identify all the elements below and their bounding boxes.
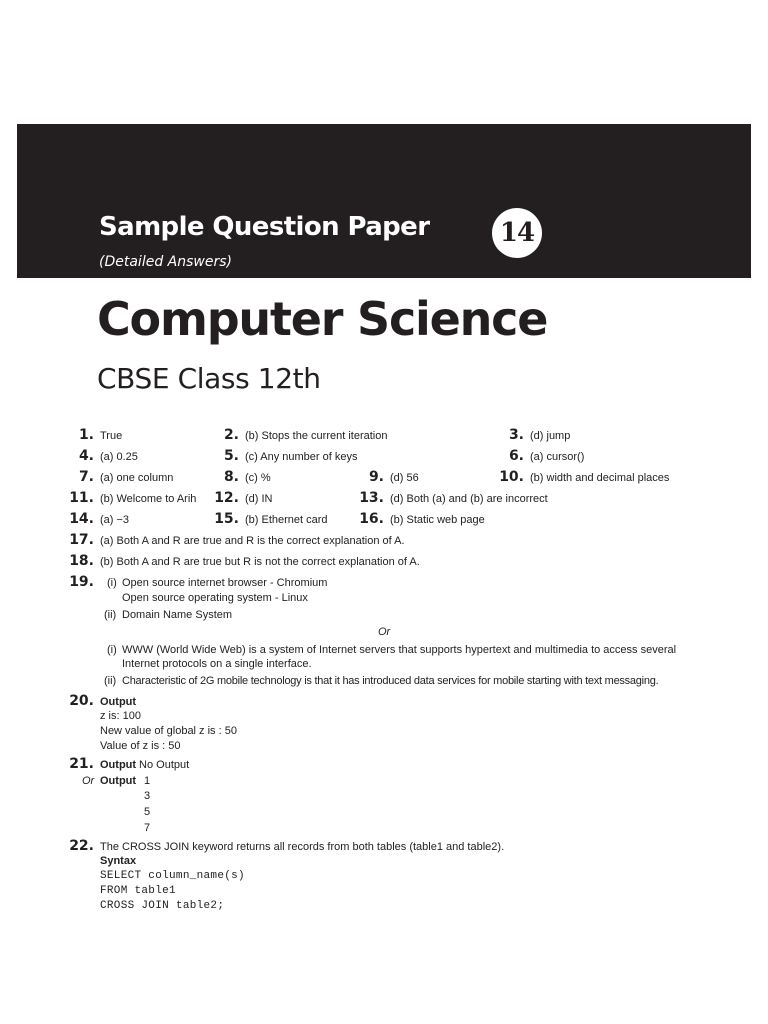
answer-text: (a) cursor() xyxy=(530,451,585,463)
answer-number: 7. xyxy=(78,469,94,485)
q19-i-line1: Open source internet browser - Chromium xyxy=(122,577,328,589)
q19-alt-i-line1: WWW (World Wide Web) is a system of Internet servers that supports hypertext and multimedia to access several xyxy=(122,644,677,656)
answer-number: 5. xyxy=(223,448,239,464)
q19-i-line2: Open source operating system - Linux xyxy=(122,592,308,604)
answer-number: 2. xyxy=(223,427,239,443)
q21-value: 1 xyxy=(144,775,151,787)
answer-16 xyxy=(356,511,485,527)
q19-alt-i-line2: Internet protocols on a single interface. xyxy=(122,658,312,670)
answer-text: (b) Both A and R are true but R is not the correct explanation of A. xyxy=(100,556,420,568)
answer-8 xyxy=(215,469,271,485)
paper-subtitle: (Detailed Answers) xyxy=(99,254,232,270)
answer-text: (b) Ethernet card xyxy=(245,514,328,526)
q20-line: Value of z is : 50 xyxy=(100,740,181,752)
answer-21 xyxy=(66,756,189,772)
answer-number: 20. xyxy=(69,693,94,709)
answer-text: (a) one column xyxy=(100,472,174,484)
q20-line: z is: 100 xyxy=(100,710,141,722)
answer-text: (b) Welcome to Arih xyxy=(100,493,197,505)
paper-number: 14 xyxy=(499,218,535,248)
answer-11 xyxy=(66,490,196,506)
q21-heading: Output xyxy=(100,759,137,771)
answer-number: 13. xyxy=(359,490,384,506)
answer-14 xyxy=(66,511,129,527)
answer-number: 14. xyxy=(69,511,94,527)
answer-text: (b) Stops the current iteration xyxy=(245,430,388,442)
answer-text: (a) 0.25 xyxy=(100,451,138,463)
answer-number: 18. xyxy=(69,553,94,569)
answer-number: 17. xyxy=(69,532,94,548)
q19-ii-label: (ii) xyxy=(104,609,117,621)
answer-text: (a) Both A and R are true and R is the correct explanation of A. xyxy=(100,535,405,547)
answer-12 xyxy=(211,490,273,506)
header-banner xyxy=(17,124,751,278)
q22-syntax-heading: Syntax xyxy=(100,855,137,867)
answer-text: (d) 56 xyxy=(390,472,419,484)
answer-number: 16. xyxy=(359,511,384,527)
subject-title: Computer Science xyxy=(97,292,548,346)
answer-18 xyxy=(66,553,420,569)
answer-19 xyxy=(66,574,94,590)
q21-or-heading: Output xyxy=(100,775,137,787)
answer-22 xyxy=(66,838,504,854)
q19-ii-line: Domain Name System xyxy=(122,609,233,621)
q19-or: Or xyxy=(378,626,391,638)
q22-code-line: SELECT column_name(s) xyxy=(100,870,245,882)
answer-15 xyxy=(211,511,328,527)
answer-number: 9. xyxy=(368,469,384,485)
q19-alt-ii-line: Characteristic of 2G mobile technology is that it has introduced data services for mobile starting with text messaging. xyxy=(122,675,659,687)
answer-text: (c) % xyxy=(245,472,271,484)
q22-code-line: FROM table1 xyxy=(100,885,176,897)
answer-4 xyxy=(70,448,138,464)
answer-number: 4. xyxy=(78,448,94,464)
q20-heading: Output xyxy=(100,696,137,708)
answer-9 xyxy=(360,469,419,485)
answer-number: 10. xyxy=(499,469,524,485)
answer-number: 19. xyxy=(69,574,94,590)
answer-2 xyxy=(215,427,387,443)
q21-value: 3 xyxy=(144,790,151,802)
q19-alt-ii-label: (ii) xyxy=(104,675,117,687)
answer-13 xyxy=(356,490,548,506)
answer-number: 6. xyxy=(508,448,524,464)
answer-number: 11. xyxy=(69,490,94,506)
q21-value: 5 xyxy=(144,806,151,818)
q19-i-label: (i) xyxy=(107,577,117,589)
q21-or: Or xyxy=(82,775,95,787)
q21-text: No Output xyxy=(139,759,190,771)
answer-text: (b) Static web page xyxy=(390,514,485,526)
answer-number: 15. xyxy=(214,511,239,527)
class-title: CBSE Class 12th xyxy=(97,362,321,395)
paper-title: Sample Question Paper xyxy=(99,212,430,242)
q20-line: New value of global z is : 50 xyxy=(100,725,237,737)
answer-text: (c) Any number of keys xyxy=(245,451,358,463)
answer-1 xyxy=(70,427,122,443)
answer-text: (d) Both (a) and (b) are incorrect xyxy=(390,493,548,505)
answer-number: 21. xyxy=(69,756,94,772)
paper-number-badge xyxy=(492,208,542,258)
q22-code-line: CROSS JOIN table2; xyxy=(100,900,225,912)
answer-number: 22. xyxy=(69,838,94,854)
answer-text: (a) −3 xyxy=(100,514,130,526)
answer-10 xyxy=(496,469,669,485)
q21-value: 7 xyxy=(144,822,151,834)
answer-text: (d) jump xyxy=(530,430,571,442)
q22-text: The CROSS JOIN keyword returns all records from both tables (table1 and table2). xyxy=(100,841,505,853)
answer-3 xyxy=(500,427,570,443)
answer-number: 1. xyxy=(78,427,94,443)
answer-text: (b) width and decimal places xyxy=(530,472,670,484)
answer-17 xyxy=(66,532,405,548)
answer-6 xyxy=(500,448,584,464)
answer-text: (d) IN xyxy=(245,493,273,505)
answer-number: 8. xyxy=(223,469,239,485)
q19-alt-i-label: (i) xyxy=(107,644,117,656)
answer-number: 3. xyxy=(508,427,524,443)
answer-number: 12. xyxy=(214,490,239,506)
answer-5 xyxy=(215,448,358,464)
answer-20 xyxy=(66,693,136,709)
answer-text: True xyxy=(100,430,123,442)
answer-7 xyxy=(70,469,173,485)
